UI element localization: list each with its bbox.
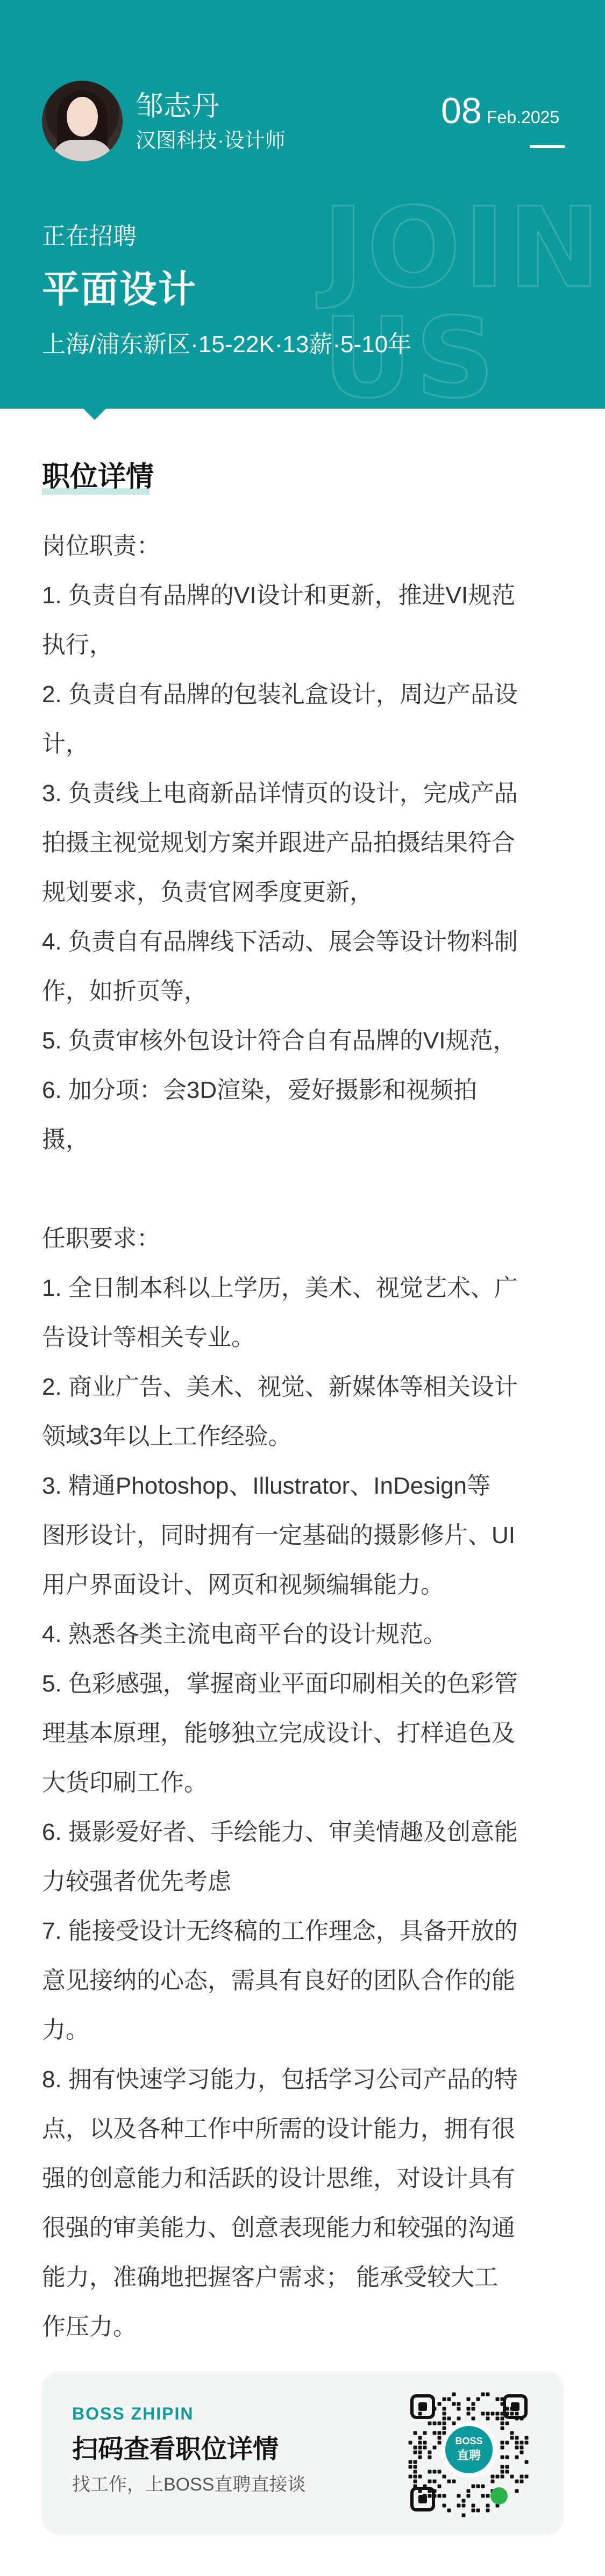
header-banner	[0, 0, 605, 409]
date-month: Feb.2025	[487, 108, 560, 127]
qr-dot	[418, 2436, 422, 2440]
qr-dot	[457, 2417, 461, 2421]
qr-dot	[501, 2465, 504, 2469]
qr-finder-center	[418, 2402, 427, 2411]
qr-dot	[443, 2427, 446, 2430]
qr-dot	[457, 2494, 461, 2498]
qr-dot	[462, 2499, 466, 2503]
qr-dot	[452, 2422, 456, 2425]
description-line: 3. 负责线上电商新品详情页的设计，完成产品	[42, 780, 518, 807]
qr-dot	[443, 2412, 446, 2416]
description-line: 力较强者优先考虑	[42, 1868, 231, 1895]
description-line: 4. 负责自有品牌线下活动、展会等设计物料制	[42, 929, 518, 955]
qr-dot	[433, 2480, 437, 2484]
qr-dot	[501, 2422, 504, 2425]
qr-dot	[496, 2412, 500, 2416]
qr-dot	[467, 2412, 471, 2416]
qr-dot	[486, 2509, 490, 2513]
description-line: 告设计等相关专业。	[42, 1324, 255, 1351]
qr-dot	[428, 2480, 432, 2484]
qr-dot	[486, 2417, 490, 2421]
qr-corner-badge	[490, 2487, 508, 2504]
date-day: 08	[441, 90, 482, 131]
qr-dot	[510, 2431, 514, 2435]
qr-dot	[515, 2489, 519, 2493]
qr-dot	[481, 2494, 485, 2498]
qr-dot	[452, 2393, 456, 2396]
qr-dot	[510, 2475, 514, 2479]
qr-dot	[486, 2412, 490, 2416]
qr-dot	[481, 2485, 485, 2488]
description-line: 作压力。	[42, 2314, 137, 2340]
qr-code[interactable]	[401, 2385, 537, 2521]
qr-dot	[515, 2441, 519, 2445]
qr-dot	[501, 2456, 504, 2459]
description-line: 强的创意能力和活跃的设计思维，对设计具有	[42, 2165, 515, 2192]
description-line: 1. 全日制本科以上学历，美术、视觉艺术、广	[42, 1275, 518, 1301]
qr-dot	[428, 2456, 432, 2459]
qr-dot	[515, 2436, 519, 2440]
description-line: 大货印刷工作。	[42, 1769, 208, 1796]
description-line: 3. 精通Photoshop、Illustrator、InDesign等	[42, 1473, 490, 1499]
qr-dot	[423, 2441, 427, 2445]
qr-dot	[491, 2412, 495, 2416]
qr-dot	[409, 2460, 412, 2464]
qr-dot	[443, 2422, 446, 2425]
qr-dot	[472, 2402, 475, 2406]
qr-dot	[515, 2446, 519, 2450]
qr-center-brand: BOSS	[455, 2436, 483, 2446]
job-description	[42, 522, 564, 2352]
qr-dot	[443, 2431, 446, 2435]
header-pointer	[81, 406, 109, 420]
blank-line	[42, 1165, 564, 1214]
qr-dot	[496, 2417, 500, 2421]
description-line: 7. 能接受设计无终稿的工作理念，具备开放的	[42, 1918, 518, 1944]
join-us-watermark: JOIN US	[323, 184, 604, 409]
qr-card-subtitle: 找工作，上BOSS直聘直接谈	[72, 2474, 306, 2495]
qr-dot	[443, 2407, 446, 2411]
section-title: 职位详情	[42, 461, 154, 493]
qr-dot	[438, 2436, 442, 2440]
job-title: 平面设计	[42, 268, 197, 310]
qr-dot	[486, 2393, 490, 2396]
qr-finder-center	[418, 2495, 427, 2503]
qr-dot	[418, 2451, 422, 2454]
description-line: 能力，准确地把握客户需求； 能承受较大工	[42, 2264, 499, 2290]
description-line: 点，以及各种工作中所需的设计能力，拥有很	[42, 2116, 515, 2142]
qr-dot	[414, 2475, 417, 2479]
description-line: 领域3年以上工作经验。	[42, 1423, 292, 1450]
qr-dot	[414, 2451, 417, 2454]
qr-dot	[428, 2470, 432, 2474]
qr-dot	[409, 2475, 412, 2479]
qr-dot	[418, 2475, 422, 2479]
qr-dot	[418, 2412, 422, 2416]
qr-dot	[409, 2465, 412, 2469]
description-line: 作，如折页等，	[42, 978, 208, 1004]
qr-dot	[501, 2475, 504, 2479]
qr-dot	[472, 2509, 475, 2513]
qr-dot	[520, 2441, 524, 2445]
description-line: 1. 负责自有品牌的VI设计和更新，推进VI规范	[42, 582, 516, 609]
qr-dot	[467, 2407, 471, 2411]
qr-dot	[481, 2393, 485, 2396]
qr-dot	[433, 2470, 437, 2474]
qr-dot	[414, 2431, 417, 2435]
hiring-label: 正在招聘	[42, 223, 137, 249]
qr-dot	[491, 2475, 495, 2479]
qr-dot	[501, 2446, 504, 2450]
qr-dot	[472, 2504, 475, 2508]
qr-dot	[515, 2412, 519, 2416]
qr-dot	[443, 2504, 446, 2508]
qr-dot	[414, 2480, 417, 2484]
qr-dot	[472, 2407, 475, 2411]
qr-dot	[467, 2397, 471, 2401]
qr-dot	[496, 2475, 500, 2479]
qr-dot	[428, 2451, 432, 2454]
description-line: 6. 加分项：会3D渲染，爱好摄影和视频拍	[42, 1077, 478, 1103]
qr-dot	[433, 2431, 437, 2435]
qr-dot	[472, 2485, 475, 2488]
qr-dot	[418, 2441, 422, 2445]
qr-dot	[510, 2436, 514, 2440]
qr-dot	[467, 2494, 471, 2498]
qr-dot	[452, 2402, 456, 2406]
recruiter-title: 汉图科技·设计师	[136, 130, 286, 152]
description-line: 力。	[42, 2017, 89, 2043]
description-line: 6. 摄影爱好者、手绘能力、审美情趣及创意能	[42, 1819, 518, 1845]
qr-dot	[501, 2441, 504, 2445]
qr-dot	[462, 2514, 466, 2517]
description-line: 计，	[42, 731, 89, 757]
qr-dot	[506, 2470, 509, 2474]
qr-dot	[443, 2494, 446, 2498]
qr-dot	[414, 2470, 417, 2474]
qr-dot	[520, 2480, 524, 2484]
qr-dot	[457, 2504, 461, 2508]
qr-dot	[481, 2412, 485, 2416]
qr-dot	[447, 2397, 451, 2401]
qr-dot	[438, 2402, 442, 2406]
description-line: 摄，	[42, 1126, 89, 1153]
qr-dot	[452, 2480, 456, 2484]
qr-dot	[423, 2431, 427, 2435]
qr-dot	[520, 2446, 524, 2450]
qr-dot	[525, 2436, 529, 2440]
qr-dot	[423, 2446, 427, 2450]
qr-dot	[457, 2402, 461, 2406]
avatar	[42, 81, 123, 161]
qr-finder-center	[511, 2402, 519, 2411]
qr-dot	[438, 2470, 442, 2474]
qr-dot	[510, 2412, 514, 2416]
description-line: 拍摄主视觉规划方案并跟进产品拍摄结果符合	[42, 830, 515, 856]
qr-dot	[506, 2456, 509, 2459]
description-line: 用户界面设计、网页和视频编辑能力。	[42, 1572, 444, 1598]
description-line: 5. 负责审核外包设计符合自有品牌的VI规范，	[42, 1027, 517, 1054]
qr-dot	[501, 2417, 504, 2421]
qr-dot	[438, 2431, 442, 2435]
qr-dot	[418, 2456, 422, 2459]
qr-dot	[418, 2446, 422, 2450]
qr-dot	[515, 2480, 519, 2484]
qr-dot	[433, 2422, 437, 2425]
qr-dot	[443, 2397, 446, 2401]
qr-dot	[501, 2470, 504, 2474]
qr-dot	[457, 2407, 461, 2411]
qr-dot	[506, 2465, 509, 2469]
qr-dot	[525, 2475, 529, 2479]
qr-dot	[486, 2494, 490, 2498]
qr-dot	[496, 2397, 500, 2401]
description-line: 规划要求，负责官网季度更新，	[42, 879, 373, 905]
qr-dot	[476, 2397, 480, 2401]
recruiter-name: 邹志丹	[136, 91, 220, 122]
qr-dot	[462, 2504, 466, 2508]
description-line: 图形设计，同时拥有一定基础的摄影修片、UI	[42, 1522, 515, 1549]
qr-dot	[438, 2494, 442, 2498]
qr-dot	[506, 2422, 509, 2425]
qr-dot	[515, 2456, 519, 2459]
description-line: 5. 色彩感强，掌握商业平面印刷相关的色彩管	[42, 1671, 518, 1697]
qr-dot	[438, 2441, 442, 2445]
description-line: 2. 负责自有品牌的包装礼盒设计，周边产品设	[42, 681, 518, 708]
description-line: 理基本原理，能够独立完成设计、打样追色及	[42, 1720, 515, 1746]
qr-dot	[520, 2451, 524, 2454]
qr-dot	[501, 2427, 504, 2430]
qr-card-title: 扫码查看职位详情	[72, 2435, 279, 2464]
qr-dot	[414, 2460, 417, 2464]
qr-dot	[447, 2509, 451, 2513]
qr-dot	[443, 2475, 446, 2479]
qr-dot	[433, 2446, 437, 2450]
qr-dot	[428, 2422, 432, 2425]
qr-dot	[428, 2494, 432, 2498]
qr-dot	[476, 2485, 480, 2488]
qr-dot	[438, 2422, 442, 2425]
qr-dot	[447, 2417, 451, 2421]
brand-logo-text: BOSS ZHIPIN	[72, 2404, 194, 2423]
date-divider	[530, 145, 565, 148]
description-line: 意见接纳的心态，需具有良好的团队合作的能	[42, 1967, 515, 1994]
qr-dot	[447, 2480, 451, 2484]
qr-dot	[472, 2417, 475, 2421]
qr-dot	[491, 2480, 495, 2484]
description-line: 执行，	[42, 632, 113, 658]
description-line: 2. 商业广告、美术、视觉、新媒体等相关设计	[42, 1374, 518, 1400]
description-line: 8. 拥有快速学习能力，包括学习公司产品的特	[42, 2066, 518, 2093]
qr-dot	[443, 2417, 446, 2421]
qr-dot	[506, 2441, 509, 2445]
description-line: 任职要求：	[42, 1225, 160, 1252]
qr-center-label: 直聘	[457, 2449, 481, 2463]
qr-card[interactable]	[42, 2371, 564, 2535]
qr-dot	[476, 2509, 480, 2513]
description-line: 很强的审美能力、创意表现能力和较强的沟通	[42, 2215, 515, 2241]
description-line: 4. 熟悉各类主流电商平台的设计规范。	[42, 1621, 447, 1647]
qr-dot	[438, 2485, 442, 2488]
qr-dot	[467, 2489, 471, 2493]
qr-dot	[414, 2446, 417, 2450]
qr-dot	[409, 2441, 412, 2445]
qr-dot	[525, 2460, 529, 2464]
qr-dot	[520, 2475, 524, 2479]
job-meta: 上海/浦东新区·15-22K·13薪·5-10年	[42, 331, 412, 358]
qr-dot	[414, 2465, 417, 2469]
qr-dot	[525, 2441, 529, 2445]
description-line: 岗位职责：	[42, 533, 160, 559]
qr-dot	[486, 2504, 490, 2508]
